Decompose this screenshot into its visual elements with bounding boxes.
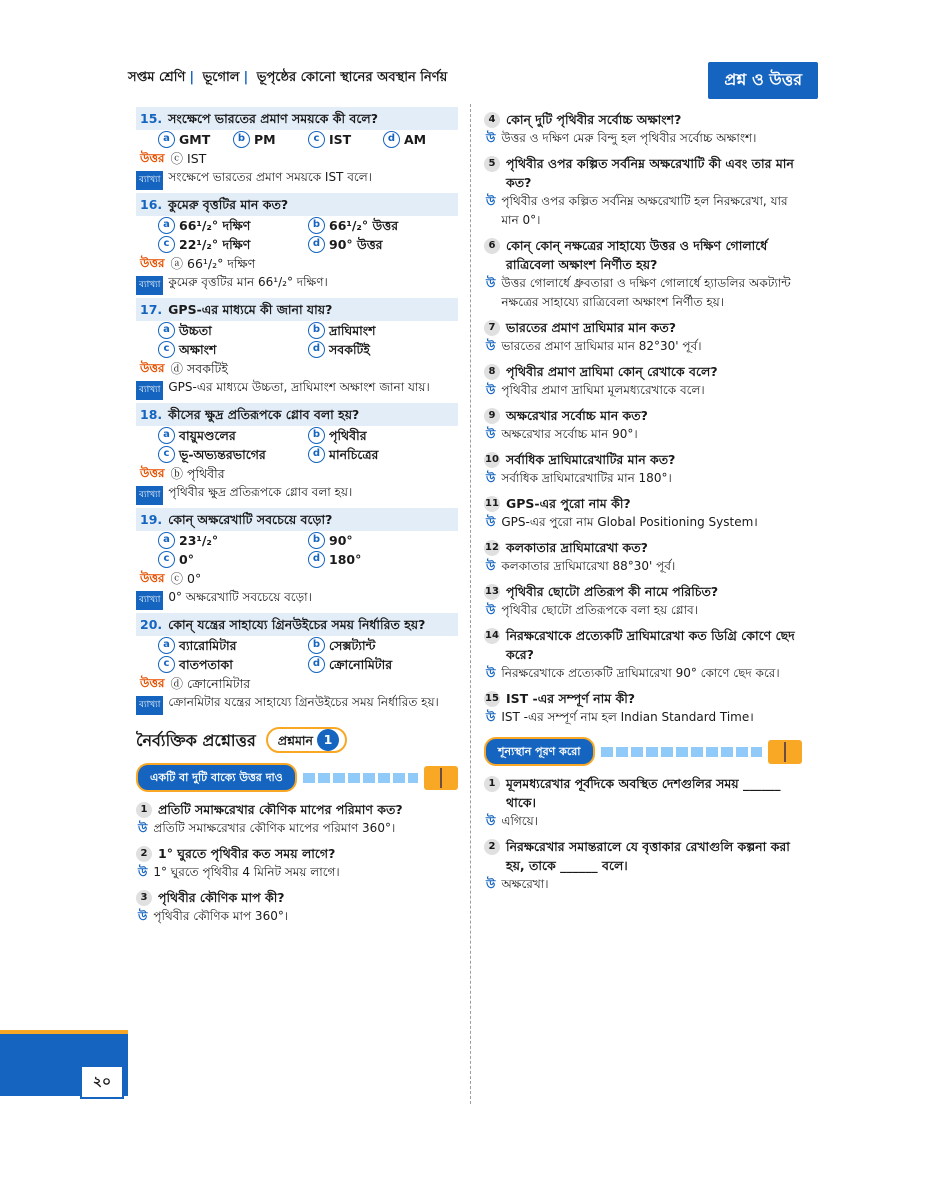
question-text: পৃথিবীর কৌণিক মাপ কী?	[158, 890, 285, 905]
answer-icon: উ	[138, 865, 148, 879]
section-header	[136, 727, 458, 753]
option-letter: a	[158, 427, 175, 444]
option-letter: b	[308, 427, 325, 444]
answer-text: ⓒ 0°	[170, 571, 202, 586]
option-text: ভূ-অভ্যন্তরভাগের	[179, 447, 266, 462]
answer-tag: উত্তর	[140, 151, 165, 165]
option-letter: a	[158, 532, 175, 549]
short-answer	[484, 708, 802, 727]
explanation-text: কুমেরু বৃত্তটির মান 66¹/₂° দক্ষিণ।	[168, 275, 328, 289]
answer-icon: উ	[138, 909, 148, 923]
instruction-label: শূন্যস্থান পূরণ করো	[484, 737, 595, 766]
option-letter: d	[308, 446, 325, 463]
column-divider	[470, 104, 471, 1104]
answer-icon: উ	[138, 821, 148, 835]
explanation-text: ক্রোনমিটার যন্ত্রের সাহায্যে গ্রিনউইচের সময় নির্ধারিত হয়।	[168, 695, 439, 709]
answer-text: সর্বাধিক দ্রাঘিমারেখাটির মান 180°।	[501, 471, 672, 485]
option-text: ক্রোনোমিটার	[329, 657, 393, 672]
answer-icon: উ	[486, 814, 496, 828]
mcq-question	[136, 107, 458, 130]
option-text: দ্রাঘিমাংশ	[329, 323, 376, 338]
progress-stripes	[601, 747, 763, 757]
instruction-bar	[136, 763, 458, 792]
option-text: 180°	[329, 552, 362, 567]
question-text: কোন্ যন্ত্রের সাহায্যে গ্রিনউইচের সময় নির্ধারিত হয়?	[168, 617, 426, 632]
short-answer	[484, 557, 802, 576]
question-text: সর্বাধিক দ্রাঘিমারেখাটির মান কত?	[506, 452, 676, 467]
option-letter: c	[158, 551, 175, 568]
option-letter: c	[158, 236, 175, 253]
option	[158, 216, 308, 235]
option	[383, 130, 458, 149]
mcq-question	[136, 193, 458, 216]
short-question	[484, 318, 802, 337]
answer-icon: উ	[486, 194, 496, 208]
question-number: 13	[484, 584, 500, 600]
answer-text: ⓓ সবকটিই	[170, 361, 228, 376]
question-number: 12	[484, 540, 500, 556]
answer-text: অক্ষরেখার সর্বোচ্চ মান 90°।	[501, 427, 638, 441]
question-text: GPS-এর পুরো নাম কী?	[506, 496, 631, 511]
question-text: অক্ষরেখার সর্বোচ্চ মান কত?	[506, 408, 648, 423]
question-number: 3	[136, 890, 152, 906]
option-letter: a	[158, 322, 175, 339]
instruction-label: একটি বা দুটি বাক্যে উত্তর দাও	[136, 763, 297, 792]
short-question	[484, 626, 802, 664]
short-question	[484, 774, 802, 812]
instruction-bar	[484, 737, 802, 766]
set-label: প্রশ্নমান	[277, 732, 314, 748]
breadcrumb-class: সপ্তম শ্রেণি	[128, 70, 186, 85]
option-text: 90° উত্তর	[329, 237, 383, 252]
option	[158, 235, 308, 254]
option-text: 66¹/₂° দক্ষিণ	[179, 218, 251, 233]
option	[158, 531, 308, 550]
explanation-tag: ব্যাখ্যা	[136, 276, 163, 295]
option-letter: d	[308, 341, 325, 358]
option	[158, 655, 308, 674]
question-number: 5	[484, 156, 500, 172]
option	[308, 130, 383, 149]
answer-text: ভারতের প্রমাণ দ্রাঘিমার মান 82°30' পূর্ব।	[501, 339, 702, 353]
answer-tag: উত্তর	[140, 571, 165, 585]
answer-icon: উ	[486, 427, 496, 441]
option-text: ব্যারোমিটার	[179, 638, 237, 653]
question-text: IST -এর সম্পূর্ণ নাম কী?	[506, 691, 636, 706]
option-text: পৃথিবীর	[329, 428, 367, 443]
option	[158, 340, 308, 359]
option-letter: d	[308, 236, 325, 253]
short-question	[136, 844, 458, 863]
progress-stripes	[303, 773, 418, 783]
option	[308, 321, 458, 340]
question-number: 2	[484, 839, 500, 855]
option-text: মানচিত্রের	[329, 447, 379, 462]
option-letter: b	[308, 532, 325, 549]
question-number: 2	[136, 846, 152, 862]
explanation-line	[136, 273, 458, 295]
short-question	[484, 406, 802, 425]
question-number: 14	[484, 628, 500, 644]
short-question	[484, 494, 802, 513]
question-number: 7	[484, 320, 500, 336]
options-grid	[136, 531, 458, 569]
explanation-line	[136, 483, 458, 505]
section-title: নৈর্ব্যক্তিক প্রশ্নোত্তর	[136, 730, 256, 750]
option-text: বায়ুমণ্ডলের	[179, 428, 236, 443]
option-letter: a	[158, 637, 175, 654]
option-letter: a	[158, 217, 175, 234]
option-letter: d	[308, 551, 325, 568]
option-letter: d	[308, 656, 325, 673]
option	[308, 531, 458, 550]
answer-text: ⓓ ক্রোনোমিটার	[170, 676, 251, 691]
option	[308, 426, 458, 445]
option-text: GMT	[179, 132, 211, 147]
answer-text: প্রতিটি সমাক্ষরেখার কৌণিক মাপের পরিমাণ 360°।	[153, 821, 396, 835]
set-pill	[266, 727, 347, 753]
left-column	[136, 104, 458, 926]
option-text: 0°	[179, 552, 194, 567]
question-number: 17.	[140, 302, 163, 317]
question-text: পৃথিবীর ওপর কল্পিত সর্বনিম্ন অক্ষরেখাটি কী এবং তার মান কত?	[506, 156, 794, 190]
answer-icon: উ	[486, 471, 496, 485]
question-number: 20.	[140, 617, 163, 632]
question-number: 19.	[140, 512, 163, 527]
option-text: 22¹/₂° দক্ষিণ	[179, 237, 251, 252]
question-text: কুমেরু বৃত্তটির মান কত?	[168, 197, 289, 212]
question-text: নিরক্ষরেখাকে প্রত্যেকটি দ্রাঘিমারেখা কত ডিগ্রি কোণে ছেদ করে?	[506, 628, 795, 662]
option-letter: b	[308, 217, 325, 234]
section-badge: প্রশ্ন ও উত্তর	[708, 62, 818, 99]
option-letter: c	[158, 656, 175, 673]
option	[158, 130, 233, 149]
answer-text: উত্তর গোলার্ধে ধ্রুবতারা ও দক্ষিণ গোলার্ধে হ্যাডলির অকট্যান্ট নক্ষত্রের সাহায্যে রাত্রিবেলা অক্ষাংশ নির্ণীত হয়।	[501, 276, 791, 309]
question-number: 18.	[140, 407, 163, 422]
question-number: 10	[484, 452, 500, 468]
option	[158, 321, 308, 340]
question-text: 1° ঘুরতে পৃথিবীর কত সময় লাগে?	[158, 846, 336, 861]
book-icon	[424, 766, 458, 790]
question-text: ভারতের প্রমাণ দ্রাঘিমার মান কত?	[506, 320, 677, 335]
explanation-tag: ব্যাখ্যা	[136, 171, 163, 190]
answer-text: পৃথিবীর ওপর কল্পিত সর্বনিম্ন অক্ষরেখাটি হল নিরক্ষরেখা, যার মান 0°।	[501, 194, 788, 227]
question-text: পৃথিবীর প্রমাণ দ্রাঘিমা কোন্ রেখাকে বলে?	[506, 364, 718, 379]
answer-text: কলকাতার দ্রাঘিমারেখা 88°30' পূর্ব।	[501, 559, 676, 573]
question-text: কীসের ক্ষুদ্র প্রতিরূপকে গ্লোব বলা হয়?	[168, 407, 360, 422]
question-number: 15.	[140, 111, 163, 126]
question-number: 8	[484, 364, 500, 380]
short-answer	[484, 601, 802, 620]
question-number: 1	[136, 802, 152, 818]
page-number: ২০	[80, 1065, 124, 1099]
answer-tag: উত্তর	[140, 676, 165, 690]
short-answer	[484, 875, 802, 894]
short-question	[136, 888, 458, 907]
mcq-question	[136, 403, 458, 426]
short-answer	[484, 469, 802, 488]
answer-text: পৃথিবীর প্রমাণ দ্রাঘিমা মূলমধ্যরেখাকে বলে।	[501, 383, 705, 397]
answer-icon: উ	[486, 339, 496, 353]
question-text: সংক্ষেপে ভারতের প্রমাণ সময়কে কী বলে?	[168, 111, 378, 126]
short-question	[484, 362, 802, 381]
question-text: কোন্ দুটি পৃথিবীর সর্বোচ্চ অক্ষাংশ?	[506, 112, 682, 127]
page-corner-stripe	[0, 1030, 128, 1034]
option-letter: b	[233, 131, 250, 148]
explanation-text: 0° অক্ষরেখাটি সবচেয়ে বড়ো।	[168, 590, 312, 604]
explanation-text: পৃথিবীর ক্ষুদ্র প্রতিরূপকে গ্লোব বলা হয়।	[168, 485, 353, 499]
option	[308, 340, 458, 359]
answer-text: ⓒ IST	[170, 151, 207, 166]
set-number: 1	[317, 729, 339, 751]
short-answer	[484, 192, 802, 230]
mcq-question	[136, 613, 458, 636]
answer-text: অক্ষরেখা।	[501, 877, 549, 891]
short-question	[484, 582, 802, 601]
option-text: সবকটিই	[329, 342, 370, 357]
mcq-question	[136, 508, 458, 531]
option-text: IST	[329, 132, 352, 147]
explanation-tag: ব্যাখ্যা	[136, 696, 163, 715]
short-answer	[484, 381, 802, 400]
option	[308, 235, 458, 254]
options-grid	[136, 321, 458, 359]
answer-tag: উত্তর	[140, 256, 165, 270]
options-grid	[136, 426, 458, 464]
answer-text: পৃথিবীর কৌণিক মাপ 360°।	[153, 909, 289, 923]
answer-text: উত্তর ও দক্ষিণ মেরু বিন্দু হল পৃথিবীর সর্বোচ্চ অক্ষাংশ।	[501, 131, 757, 145]
option-letter: d	[383, 131, 400, 148]
short-question	[484, 538, 802, 557]
question-number: 1	[484, 776, 500, 792]
answer-icon: উ	[486, 710, 496, 724]
short-answer	[136, 863, 458, 882]
answer-line	[136, 149, 458, 168]
question-text: প্রতিটি সমাক্ষরেখার কৌণিক মাপের পরিমাণ কত?	[158, 802, 403, 817]
option	[308, 636, 458, 655]
short-answer	[484, 274, 802, 312]
option	[308, 550, 458, 569]
answer-text: 1° ঘুরতে পৃথিবীর 4 মিনিট সময় লাগে।	[153, 865, 340, 879]
option-letter: c	[308, 131, 325, 148]
short-answer	[136, 907, 458, 926]
option-text: AM	[404, 132, 427, 147]
breadcrumb: সপ্তম শ্রেণি | ভূগোল | ভূপৃষ্ঠের কোনো স্থানের অবস্থান নির্ণয়	[128, 70, 448, 85]
answer-text: IST -এর সম্পূর্ণ নাম হল Indian Standard Time।	[501, 710, 754, 724]
short-answer	[484, 129, 802, 148]
question-text: নিরক্ষরেখার সমান্তরালে যে বৃত্তাকার রেখাগুলি কল্পনা করা হয়, তাকে ______ বলে।	[506, 839, 790, 873]
answer-line	[136, 464, 458, 483]
short-answer	[484, 513, 802, 532]
option-text: বাতপতাকা	[179, 657, 233, 672]
answer-icon: উ	[486, 515, 496, 529]
option-letter: c	[158, 341, 175, 358]
option-letter: b	[308, 322, 325, 339]
question-text: পৃথিবীর ছোটো প্রতিরূপ কী নামে পরিচিত?	[506, 584, 719, 599]
answer-text: ⓑ পৃথিবীর	[170, 466, 225, 481]
options-grid	[136, 216, 458, 254]
answer-line	[136, 254, 458, 273]
explanation-text: GPS-এর মাধ্যমে উচ্চতা, দ্রাঘিমাংশ অক্ষাংশ জানা যায়।	[168, 380, 430, 394]
answer-text: নিরক্ষরেখাকে প্রত্যেকটি দ্রাঘিমারেখা 90° কোণে ছেদ করে।	[501, 666, 780, 680]
option-letter: c	[158, 446, 175, 463]
option	[308, 216, 458, 235]
option	[158, 550, 308, 569]
options-grid	[136, 636, 458, 674]
answer-icon: উ	[486, 603, 496, 617]
option	[158, 426, 308, 445]
short-answer	[484, 812, 802, 831]
option	[158, 636, 308, 655]
breadcrumb-subject: ভূগোল	[202, 70, 240, 85]
short-question	[484, 110, 802, 129]
option	[308, 445, 458, 464]
option-text: PM	[254, 132, 276, 147]
answer-text: GPS-এর পুরো নাম Global Positioning System।	[501, 515, 758, 529]
answer-icon: উ	[486, 559, 496, 573]
explanation-tag: ব্যাখ্যা	[136, 591, 163, 610]
option-letter: b	[308, 637, 325, 654]
question-text: মূলমধ্যরেখার পূর্বদিকে অবস্থিত দেশগুলির সময় ______ থাকে।	[506, 776, 781, 810]
option-text: 23¹/₂°	[179, 533, 219, 548]
short-question	[484, 236, 802, 274]
book-icon	[768, 740, 802, 764]
explanation-line	[136, 378, 458, 400]
explanation-line	[136, 693, 458, 715]
answer-text: ⓐ 66¹/₂° দক্ষিণ	[170, 256, 256, 271]
short-answer	[484, 337, 802, 356]
short-question	[136, 800, 458, 819]
short-question	[484, 837, 802, 875]
explanation-tag: ব্যাখ্যা	[136, 381, 163, 400]
short-answer	[484, 425, 802, 444]
short-question	[484, 450, 802, 469]
answer-text: পৃথিবীর ছোটো প্রতিরূপকে বলা হয় গ্লোব।	[501, 603, 699, 617]
question-number: 11	[484, 496, 500, 512]
answer-icon: উ	[486, 666, 496, 680]
explanation-line	[136, 588, 458, 610]
explanation-tag: ব্যাখ্যা	[136, 486, 163, 505]
right-column	[484, 104, 802, 894]
question-text: কোন্ অক্ষরেখাটি সবচেয়ে বড়ো?	[168, 512, 333, 527]
option-text: 66¹/₂° উত্তর	[329, 218, 399, 233]
page-header	[128, 62, 818, 96]
short-question	[484, 154, 802, 192]
option	[233, 130, 308, 149]
question-number: 6	[484, 238, 500, 254]
answer-icon: উ	[486, 383, 496, 397]
explanation-text: সংক্ষেপে ভারতের প্রমাণ সময়কে IST বলে।	[168, 170, 372, 184]
answer-tag: উত্তর	[140, 466, 165, 480]
option	[308, 655, 458, 674]
option-text: 90°	[329, 533, 353, 548]
question-number: 4	[484, 112, 500, 128]
option-letter: a	[158, 131, 175, 148]
options-grid	[136, 130, 458, 149]
short-answer	[484, 664, 802, 683]
answer-text: এগিয়ে।	[501, 814, 538, 828]
answer-tag: উত্তর	[140, 361, 165, 375]
option-text: অক্ষাংশ	[179, 342, 217, 357]
short-question	[484, 689, 802, 708]
question-text: কলকাতার দ্রাঘিমারেখা কত?	[506, 540, 648, 555]
answer-icon: উ	[486, 131, 496, 145]
option-text: উচ্চতা	[179, 323, 212, 338]
answer-line	[136, 674, 458, 693]
question-text: GPS-এর মাধ্যমে কী জানা যায়?	[168, 302, 333, 317]
option-text: সেক্সট্যান্ট	[329, 638, 376, 653]
short-answer	[136, 819, 458, 838]
answer-icon: উ	[486, 877, 496, 891]
answer-line	[136, 569, 458, 588]
answer-icon: উ	[486, 276, 496, 290]
mcq-question	[136, 298, 458, 321]
option	[158, 445, 308, 464]
question-number: 15	[484, 691, 500, 707]
question-number: 16.	[140, 197, 163, 212]
question-number: 9	[484, 408, 500, 424]
breadcrumb-chapter: ভূপৃষ্ঠের কোনো স্থানের অবস্থান নির্ণয়	[256, 70, 448, 85]
explanation-line	[136, 168, 458, 190]
answer-line	[136, 359, 458, 378]
question-text: কোন্ কোন্ নক্ষত্রের সাহায্যে উত্তর ও দক্ষিণ গোলার্ধে রাত্রিবেলা অক্ষাংশ নির্ণীত হয়?	[506, 238, 768, 272]
